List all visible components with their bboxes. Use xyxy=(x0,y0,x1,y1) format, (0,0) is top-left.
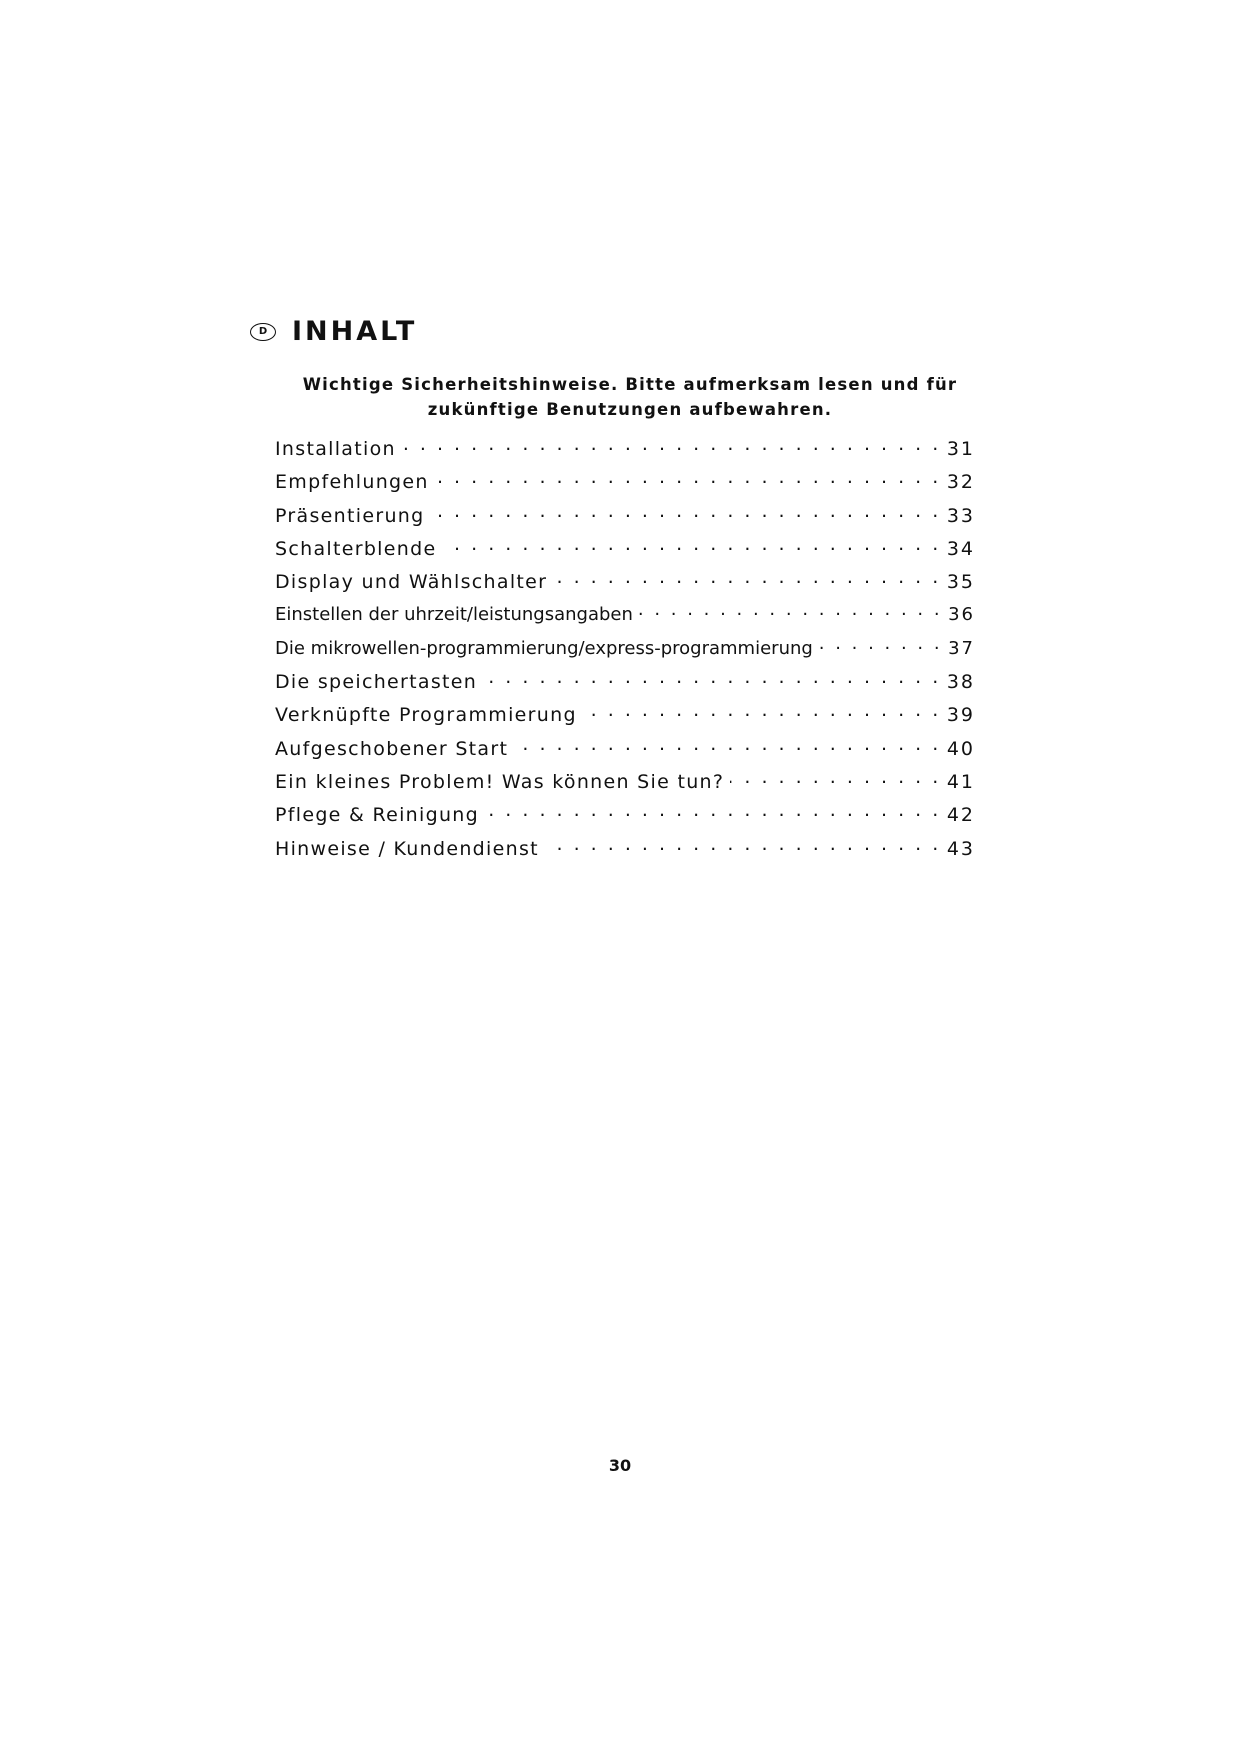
toc-entry-page: 31 xyxy=(946,438,975,460)
safety-notice-line-2: zukünftige Benutzungen aufbewahren. xyxy=(427,400,833,419)
toc-entry-label: Hinweise / Kundendienst xyxy=(275,837,539,860)
toc-entry-label: Einstellen der uhrzeit/leistungsangaben xyxy=(275,604,633,626)
toc-entry-verknuepfte-programmierung[interactable] xyxy=(275,699,975,732)
toc-entry-page: 38 xyxy=(946,671,975,694)
toc-leader-dots xyxy=(402,433,941,455)
toc-entry-page: 42 xyxy=(946,804,975,827)
toc-entry-label: Schalterblende xyxy=(275,537,437,560)
language-badge: D xyxy=(250,323,276,341)
toc-entry-schalterblende[interactable] xyxy=(275,533,975,566)
toc-entry-hinweise[interactable] xyxy=(275,833,975,866)
toc-entry-page: 36 xyxy=(948,604,975,626)
toc-leader-dots xyxy=(485,799,941,821)
toc-entry-label: Pflege & Reinigung xyxy=(275,804,480,827)
toc-entry-label: Empfehlungen xyxy=(275,471,429,494)
safety-notice xyxy=(290,372,970,422)
toc-entry-page: 37 xyxy=(948,637,975,659)
toc-entry-label: Ein kleines Problem! Was können Sie tun? xyxy=(275,770,725,793)
toc-leader-dots xyxy=(819,633,942,654)
page-number: 30 xyxy=(608,1456,632,1475)
toc-leader-dots xyxy=(430,500,940,522)
toc-entry-installation[interactable] xyxy=(275,433,975,466)
toc-entry-problem[interactable] xyxy=(275,766,975,799)
toc-entry-page: 40 xyxy=(946,737,975,760)
toc-leader-dots xyxy=(639,599,942,620)
toc-entry-label: Die mikrowellen-programmierung/express-programmierung xyxy=(275,637,813,659)
toc-entry-page: 35 xyxy=(946,571,975,594)
toc-leader-dots xyxy=(730,766,941,788)
toc-entry-label: Display und Wählschalter xyxy=(275,571,548,594)
toc-entry-display[interactable] xyxy=(275,566,975,599)
toc-entry-label: Aufgeschobener Start xyxy=(275,737,509,760)
toc-entry-einstellen[interactable] xyxy=(275,599,975,632)
toc-entry-page: 34 xyxy=(946,537,975,560)
toc-entry-aufgeschobener-start[interactable] xyxy=(275,733,975,766)
toc-leader-dots xyxy=(435,466,941,488)
page-heading xyxy=(250,316,417,347)
toc-entry-page: 39 xyxy=(946,704,975,727)
toc-leader-dots xyxy=(553,566,941,588)
toc-entry-pflege[interactable] xyxy=(275,799,975,832)
toc-leader-dots xyxy=(483,666,941,688)
toc-leader-dots xyxy=(545,833,941,855)
toc-entry-page: 43 xyxy=(946,837,975,860)
page-title: INHALT xyxy=(292,316,418,347)
toc-entry-label: Verknüpfte Programmierung xyxy=(275,704,577,727)
toc-entry-page: 41 xyxy=(946,770,975,793)
toc-leader-dots xyxy=(514,733,941,755)
toc-entry-label: Die speichertasten xyxy=(275,671,478,694)
safety-notice-line-1: Wichtige Sicherheitshinweise. Bitte aufmerksam lesen und für xyxy=(302,375,958,394)
toc-entry-mikrowellen-programmierung[interactable] xyxy=(275,633,975,666)
toc-leader-dots xyxy=(583,699,941,721)
toc-entry-label: Präsentierung xyxy=(275,504,425,527)
toc-entry-empfehlungen[interactable] xyxy=(275,466,975,499)
toc-leader-dots xyxy=(442,533,940,555)
toc-entry-page: 32 xyxy=(946,471,975,494)
table-of-contents xyxy=(275,433,975,866)
toc-entry-page: 33 xyxy=(946,504,975,527)
toc-entry-praesentierung[interactable] xyxy=(275,500,975,533)
toc-entry-label: Installation xyxy=(275,438,396,460)
toc-entry-speichertasten[interactable] xyxy=(275,666,975,699)
